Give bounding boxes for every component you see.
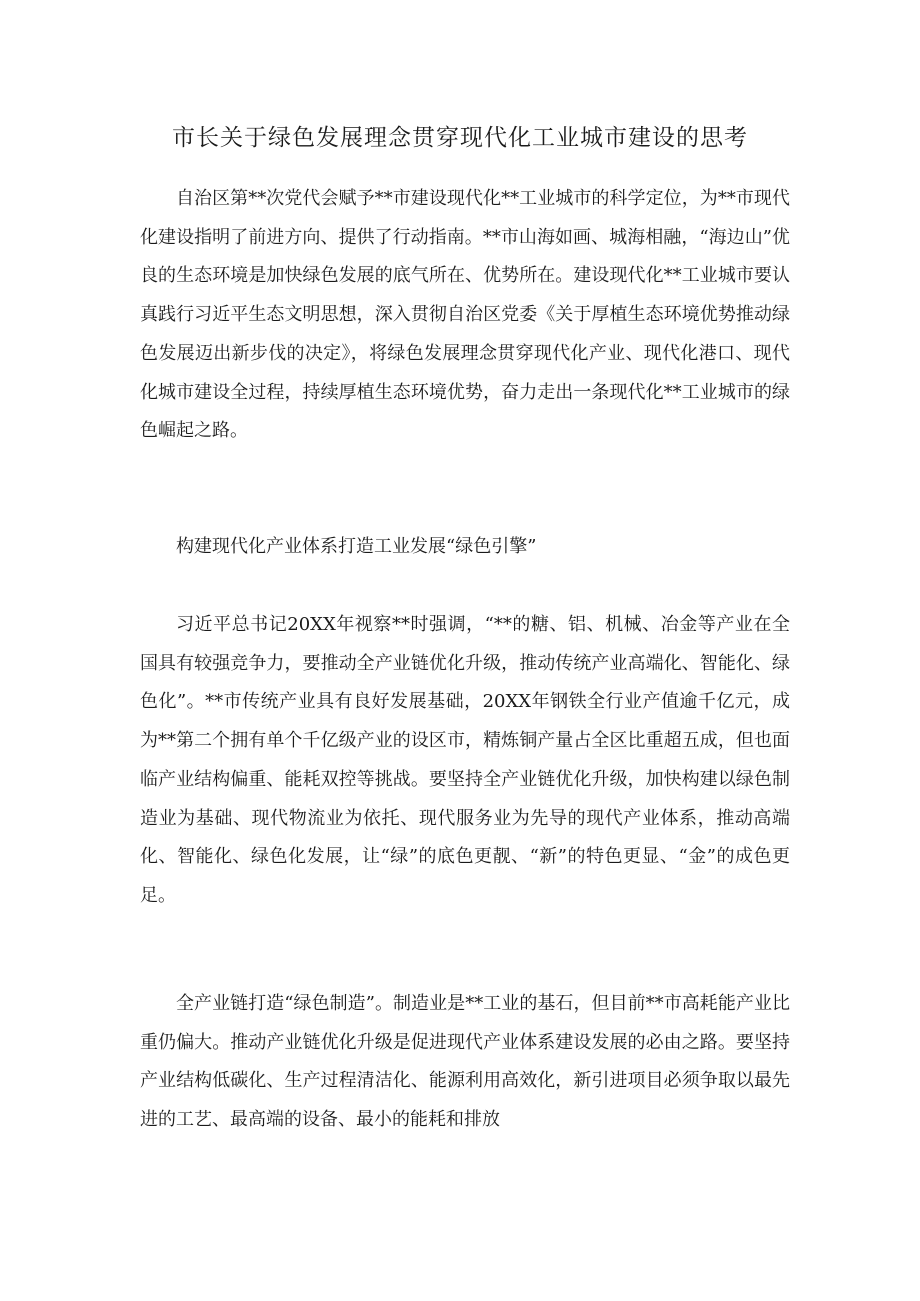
paragraph-green-manufacturing: 全产业链打造“绿色制造”。制造业是**工业的基石，但目前**市高耗能产业比重仍偏大。推动产业链优化升级是促进现代产业体系建设发展的必由之路。要坚持产业结构低碳化、生产过程清洁化、能源利用高效化，新引进项目必须争取以最先进的工艺、最高端的设备、最小的能耗和排放 (140, 993, 790, 1131)
document-title: 市长关于绿色发展理念贯穿现代化工业城市建设的思考 (172, 125, 748, 151)
paragraph-intro: 自治区第**次党代会赋予**市建设现代化**工业城市的科学定位，为**市现代化建设指明了前进方向、提供了行动指南。**市山海如画、城海相融，“海边山”优良的生态环境是加快绿色发展的底气所在、优势所在。建设现代化**工业城市要认真践行习近平生态文明思想，深入贯彻自治区党委《关于厚植生态环境优势推动绿色发展迈出新步伐的决定》，将绿色发展理念贯穿现代化产业、现代化港口、现代化城市建设全过程，持续厚植生态环境优势，奋力走出一条现代化**工业城市的绿色崛起之路。 (140, 188, 790, 442)
section-heading: 构建现代化产业体系打造工业发展“绿色引擎” (176, 536, 537, 557)
paragraph-body: 习近平总书记20XX年视察**时强调，“**的糖、铝、机械、冶金等产业在全国具有较强竞争力，要推动全产业链优化升级，推动传统产业高端化、智能化、绿色化”。**市传统产业具有良好发展基础，20XX年钢铁全行业产值逾千亿元，成为**第二个拥有单个千亿级产业的设区市，精炼铜产量占全区比重超五成，但也面临产业结构偏重、能耗双控等挑战。要坚持全产业链优化升级，加快构建以绿色制造业为基础、现代物流业为依托、现代服务业为先导的现代产业体系，推动高端化、智能化、绿色化发展，让“绿”的底色更靓、“新”的特色更显、“金”的成色更足。 (140, 614, 790, 906)
